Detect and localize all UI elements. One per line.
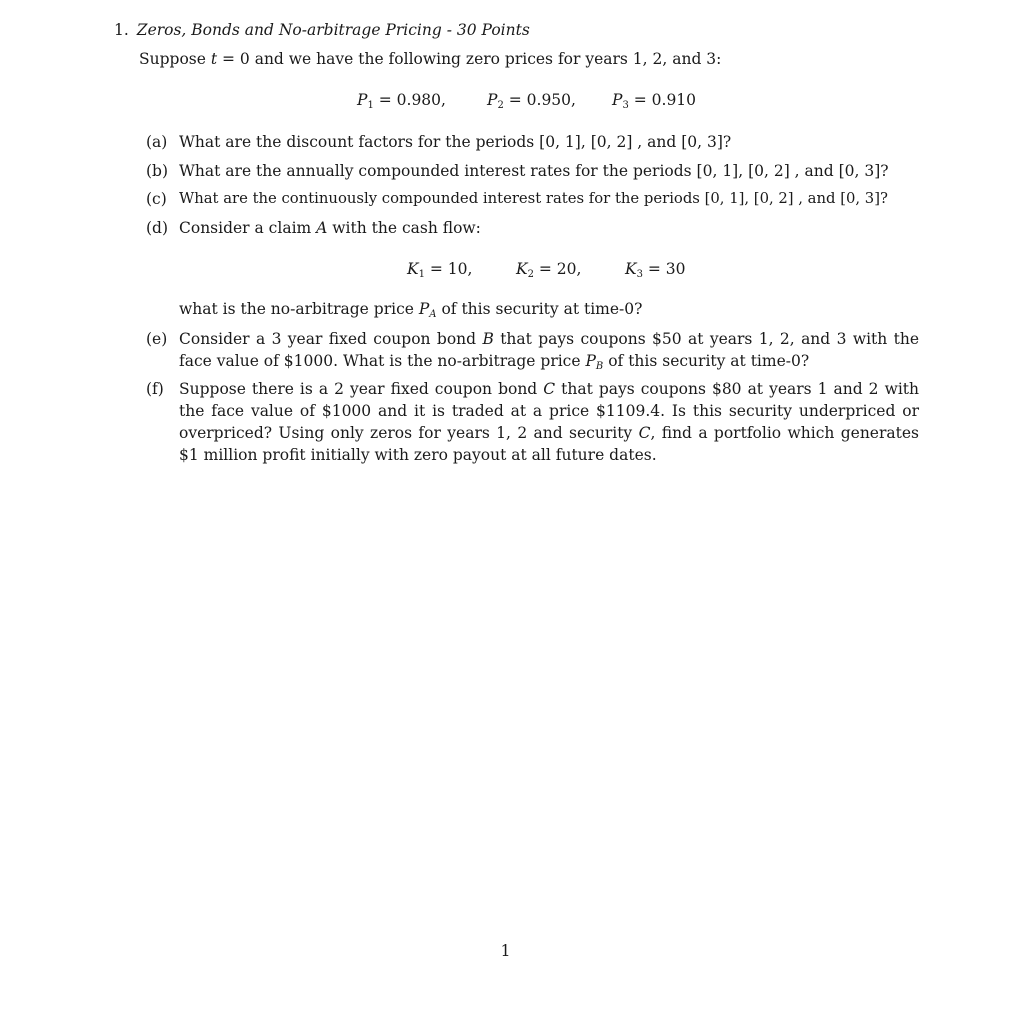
problem-number: 1. [114,21,129,39]
question-d-text: Consider a claim A with the cash flow: [179,219,481,237]
cashflow-k3: $K_3 = 30$ [625,260,686,280]
question-e-text: Consider a 3 year fixed coupon bond B that pays coupons $50 at years 1, 2, and 3 with the face value of $1000. What is the no-arbitrage price $P_B$ of this security at time-0? [179,330,920,372]
question-c-text: What are the continuously compounded interest rates for the periods [0, 1], [0, 2] , and [0, 3]? [179,190,888,207]
question-f-text: Suppose there is a 2 year fixed coupon bond C that pays coupons $80 at years 1 and 2 with the face value of $1000 and it is traded at a price $1109.4. Is this security underpriced or overpriced? Using only zeros for years 1, 2 and security C, find a portfolio which generates $1 million profit initially with zero payout at all future dates. [179,380,920,464]
question-f-label: (f) [146,380,164,398]
question-d-followup: what is the no-arbitrage price $P_A$ of this security at time-0? [179,300,643,320]
zero-price-p1: $P_1 = 0.980$, [357,91,446,111]
problem-title: Zeros, Bonds and No-arbitrage Pricing - 30 Points [136,21,530,39]
cashflow-k1: $K_1 = 10$, [407,260,473,280]
question-d-label: (d) [146,219,169,237]
zero-price-p2: $P_2 = 0.950$, [487,91,576,111]
cashflow-k2: $K_2 = 20$, [516,260,582,280]
problem-heading [114,19,530,41]
question-e-label: (e) [146,330,168,348]
question-b-text: What are the annually compounded interest rates for the periods [0, 1], [0, 2] , and [0, 3]? [179,162,889,180]
question-c-label: (c) [146,190,167,208]
question-b-label: (b) [146,162,169,180]
problem-intro: Suppose t = 0 and we have the following zero prices for years 1, 2, and 3: [139,50,722,68]
question-a-label: (a) [146,133,168,151]
zero-price-p3: $P_3 = 0.910$ [612,91,697,111]
page-number: 1 [500,942,511,960]
question-a-text: What are the discount factors for the periods [0, 1], [0, 2] , and [0, 3]? [179,133,732,151]
